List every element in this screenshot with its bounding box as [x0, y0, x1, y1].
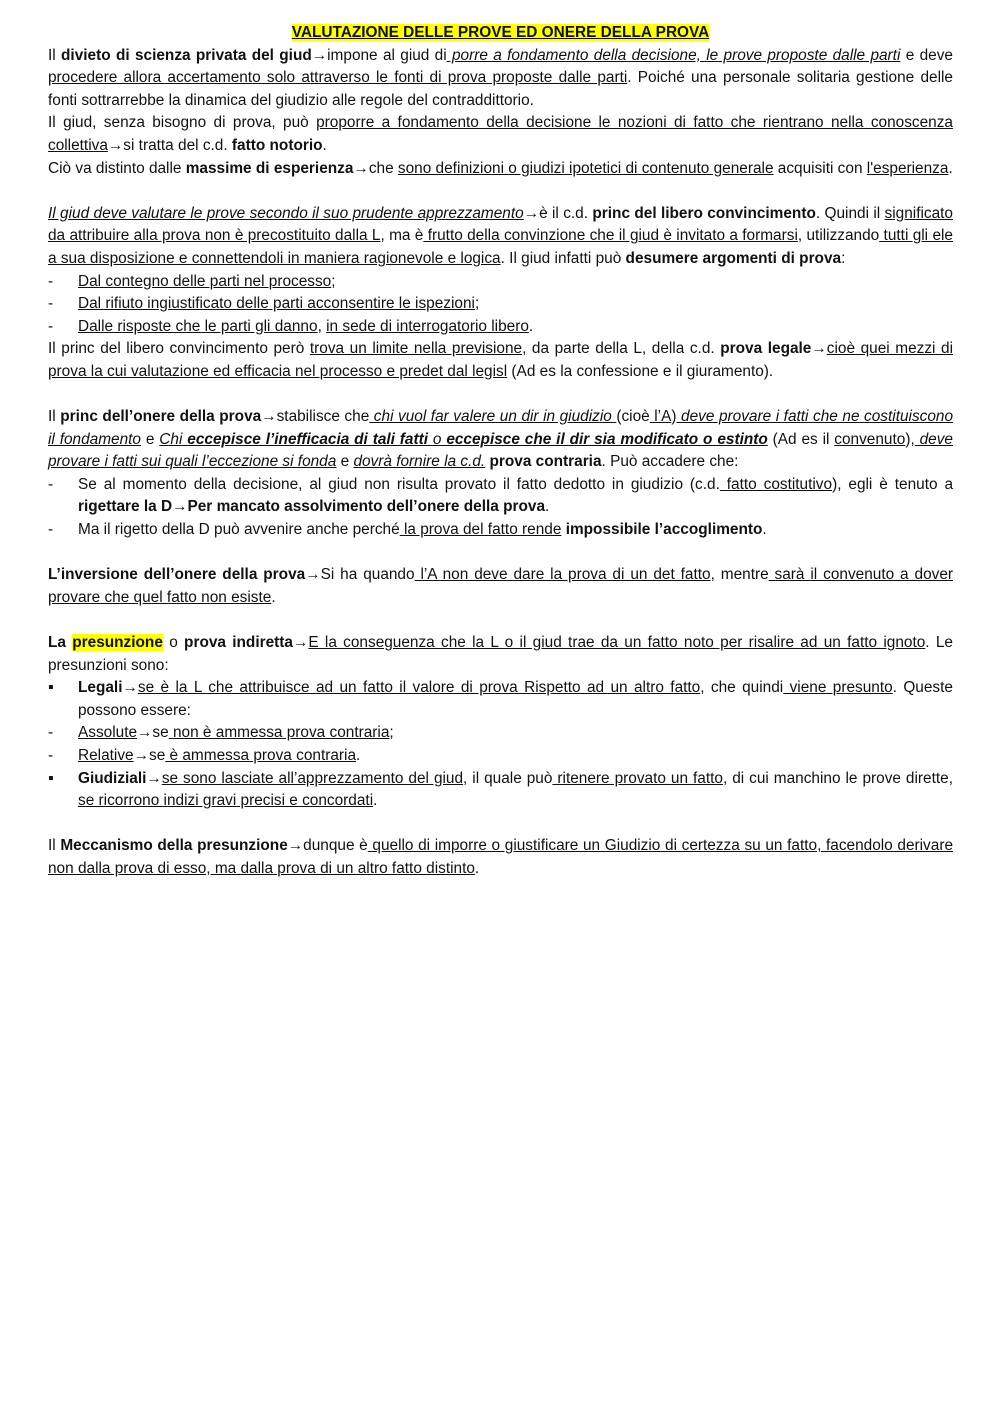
- paragraph-massime-esperienza: Ciò va distinto dalle massime di esperienza→che sono definizioni o giudizi ipotetici di contenuto generale acquisiti con l'esperienza.: [48, 159, 953, 177]
- paragraph-libero-convincimento: Il giud deve valutare le prove secondo il suo prudente apprezzamento→è il c.d. princ del libero convincimento. Quindi il significato da attribuire alla prova non è precostituito dalla L, ma è frutto della convinzione che il giud è invitato a formarsi, utilizzando tutti gli ele a sua disposizione e connettendoli in maniera ragionevole e logica. Il giud infatti può desumere argomenti di prova:: [48, 204, 953, 267]
- document-page: [48, 22, 953, 881]
- list-item: - Relative→se è ammessa prova contraria.: [48, 745, 953, 768]
- spacer: [48, 813, 953, 836]
- list-item: - Dalle risposte che le parti gli danno, in sede di interrogatorio libero.: [48, 316, 953, 339]
- list-argomenti-di-prova: [48, 271, 953, 339]
- paragraph-divieto-scienza-privata: Il divieto di scienza privata del giud→impone al giud di porre a fondamento della decisione, le prove proposte dalle parti e deve procedere allora accertamento solo attraverso le fonti di prova proposte dalle parti. Poiché una personale solitaria gestione delle fonti sottrarrebbe la dinamica del giudizio alle regole del contraddittorio.: [48, 46, 953, 109]
- list-presunzioni: [48, 677, 953, 722]
- paragraph-onere-della-prova: Il princ dell’onere della prova→stabilisce che chi vuol far valere un dir in giudizio (cioè l’A) deve provare i fatti che ne costituiscono il fondamento e Chi eccepisce l’inefficacia di tali fatti o eccepisce che il dir sia modificato o estinto (Ad es il convenuto), deve provare i fatti sui quali l’eccezione si fonda e dovrà fornire la c.d. prova contraria. Può accadere che:: [48, 408, 954, 471]
- list-item: - Assolute→se non è ammessa prova contraria;: [48, 722, 953, 745]
- list-item: - Dal contegno delle parti nel processo;: [48, 271, 953, 294]
- paragraph-fatto-notorio: Il giud, senza bisogno di prova, può proporre a fondamento della decisione le nozioni di fatto che rientrano nella conoscenza collettiva→si tratta del c.d. fatto notorio.: [48, 114, 953, 154]
- list-item: - Ma il rigetto della D può avvenire anche perché la prova del fatto rende impossibile l’accoglimento.: [48, 519, 953, 542]
- spacer: [48, 180, 953, 203]
- highlighted-term: presunzione: [72, 634, 163, 652]
- document-title: VALUTAZIONE DELLE PROVE ED ONERE DELLA PROVA: [291, 24, 710, 41]
- list-item: - Dal rifiuto ingiustificato delle parti acconsentire le ispezioni;: [48, 293, 953, 316]
- paragraph-inversione-onere: L’inversione dell’onere della prova→Si ha quando l’A non deve dare la prova di un det fatto, mentre sarà il convenuto a dover provare che quel fatto non esiste.: [48, 566, 954, 606]
- list-item: ▪ Giudiziali→se sono lasciate all’apprezzamento del giud, il quale può ritenere provato un fatto, di cui manchino le prove dirette, se ricorrono indizi gravi precisi e concordati.: [48, 768, 953, 813]
- paragraph-prova-legale: Il princ del libero convincimento però trova un limite nella previsione, da parte della L, della c.d. prova legale→cioè quei mezzi di prova la cui valutazione ed efficacia nel processo e predet dal legisl (Ad es la confessione e il giuramento).: [48, 340, 953, 380]
- list-casi-onere: [48, 474, 953, 542]
- spacer: [48, 542, 953, 565]
- list-item: ▪ Legali→se è la L che attribuisce ad un fatto il valore di prova Rispetto ad un altro fatto, che quindi viene presunto. Queste possono essere:: [48, 677, 953, 722]
- spacer: [48, 609, 953, 632]
- spacer: [48, 384, 953, 407]
- paragraph-meccanismo-presunzione: Il Meccanismo della presunzione→dunque è quello di imporre o giustificare un Giudizio di certezza su un fatto, facendolo derivare non dalla prova di esso, ma dalla prova di un altro fatto distinto.: [48, 837, 953, 877]
- list-presunzioni-giudiziali: [48, 768, 953, 813]
- list-presunzioni-legali-tipi: [48, 722, 953, 767]
- list-item: - Se al momento della decisione, al giud non risulta provato il fatto dedotto in giudizio (c.d. fatto costitutivo), egli è tenuto a rigettare la D→Per mancato assolvimento dell’onere della prova.: [48, 474, 953, 519]
- paragraph-presunzione: La presunzione o prova indiretta→E la conseguenza che la L o il giud trae da un fatto noto per risalire ad un fatto ignoto. Le presunzioni sono:: [48, 634, 953, 674]
